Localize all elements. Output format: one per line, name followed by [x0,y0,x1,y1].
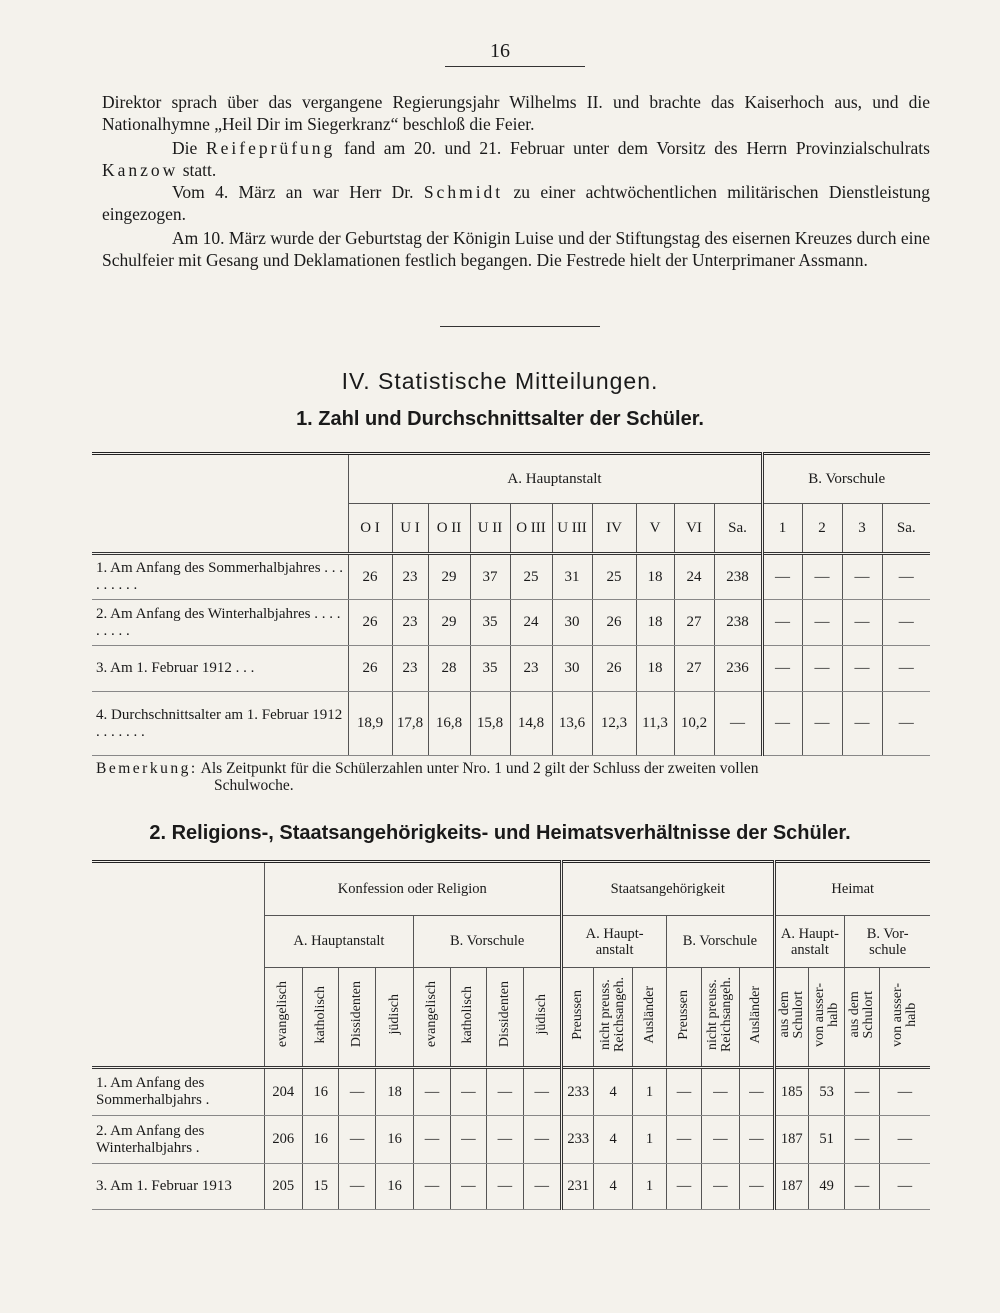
table-cell: 23 [392,646,428,692]
table-cell: 18 [636,646,674,692]
table-cell: 11,3 [636,692,674,756]
table-cell: — [414,1116,450,1164]
table1-col: IV [592,504,636,554]
table-cell: 16 [303,1068,339,1116]
table-cell: — [523,1116,561,1164]
table-cell: 18,9 [348,692,392,756]
table-cell: — [667,1116,701,1164]
table-cell: — [667,1068,701,1116]
table-cell: — [842,646,882,692]
table-cell: — [845,1068,879,1116]
table-cell: 30 [552,646,592,692]
table-cell: — [842,692,882,756]
table-cell: 187 [774,1116,808,1164]
table2-col [487,968,523,1068]
table2-col [523,968,561,1068]
table2-row-label: 2. Am Anfang des Winterhalbjahrs . [92,1116,264,1164]
table2-col [450,968,486,1068]
col-label: Preussen [675,989,691,1040]
table2-col [740,968,774,1068]
section-title: IV. Statistische Mitteilungen. [341,368,659,394]
table1-col: 1 [762,504,802,554]
table-cell: 1 [632,1116,666,1164]
table-cell: 27 [674,646,714,692]
table2-group-staat: Staatsangehörigkeit [562,862,775,916]
table-cell: — [701,1116,739,1164]
remark-line-2: Schulwoche. [214,777,294,794]
col-label: aus dem Schulort [847,990,877,1039]
table-cell: — [487,1116,523,1164]
table-row [92,600,930,646]
col-label: Dissidenten [496,981,512,1048]
table1-row-label: 2. Am Anfang des Winterhalbjahres . . . . . . . . . [92,600,348,646]
col-label: aus dem Schulort [776,990,806,1039]
table-cell: 238 [714,554,762,600]
table-cell: — [339,1068,375,1116]
table-cell: 14,8 [510,692,552,756]
col-label: evangelisch [424,981,439,1048]
table-cell: 23 [510,646,552,692]
table-cell: 35 [470,600,510,646]
table-row [92,646,930,692]
table-cell: — [714,692,762,756]
table-cell: — [882,692,930,756]
table-cell: — [845,1164,879,1210]
table-cell: 18 [636,554,674,600]
table-cell: 24 [510,600,552,646]
table2-col [845,968,879,1068]
table-cell: — [802,600,842,646]
table-cell: 231 [562,1164,594,1210]
table-cell: — [879,1164,930,1210]
table-cell: 17,8 [392,692,428,756]
table-age-statistics [92,452,930,756]
table-cell: 10,2 [674,692,714,756]
col-label: nicht preuss. Reichsangeh. [705,976,735,1053]
table1-title: 1. Zahl und Durchschnittsalter der Schüler. [296,408,704,430]
table-cell: — [487,1068,523,1116]
table2-group-konfession: Konfession oder Religion [264,862,561,916]
table-cell: — [842,600,882,646]
table2-sub-h-a: A. Haupt- anstalt [774,916,845,968]
table-cell: 16 [375,1116,413,1164]
paragraph-4 [102,228,930,271]
table-cell: 53 [808,1068,844,1116]
page-number: 16 [490,40,510,62]
paragraph-3-text [102,182,930,225]
table-cell: — [762,646,802,692]
paragraph-2-spaced2: Kanzow [102,159,179,180]
paragraph-4-text: Am 10. März wurde der Geburtstag der Königin Luise und der Stiftungstag des eisernen Kreuzes durch eine Schulfeier mit Gesang und Deklamationen festlich begangen. Die Festrede hielt der Unterprimaner Assmann. [102,228,930,270]
paragraph-2-pre: Die [172,138,206,158]
table2-col [562,968,594,1068]
table-cell: — [740,1164,774,1210]
paragraph-2-spaced: Reifeprüfung [205,138,336,158]
table-cell: — [701,1068,739,1116]
table-cell: — [339,1116,375,1164]
table-cell: 16 [375,1164,413,1210]
col-label: katholisch [460,985,476,1044]
table-cell: 1 [632,1164,666,1210]
col-label: Ausländer [641,985,657,1044]
table-cell: — [882,554,930,600]
paragraph-3-pre: Vom 4. März an war Herr Dr. [172,182,424,202]
table-cell: 24 [674,554,714,600]
table-row [92,1068,930,1116]
table1-row-label: 1. Am Anfang des Sommerhalbjahres . . . . . . . . . [92,554,348,600]
table-cell: — [523,1164,561,1210]
table-cell: 4 [594,1116,632,1164]
table-cell: — [845,1116,879,1164]
table-cell: — [762,554,802,600]
table-cell: — [667,1164,701,1210]
table-cell: 26 [348,554,392,600]
table-cell: — [740,1116,774,1164]
table2-col [375,968,413,1068]
table-cell: 26 [348,646,392,692]
table-cell: 206 [264,1116,302,1164]
table-cell: 35 [470,646,510,692]
table-cell: 15 [303,1164,339,1210]
table1-corner [92,454,348,554]
section-divider [440,326,600,327]
col-label: nicht preuss. Reichsangeh. [598,976,628,1053]
page-number-rule [445,66,585,67]
table-cell: 204 [264,1068,302,1116]
table-cell: 49 [808,1164,844,1210]
table-cell: 37 [470,554,510,600]
remark-key: Bemerkung: [96,760,198,777]
table2-corner [92,862,264,1068]
table2-title: 2. Religions-, Staatsangehörigkeits- und Heimatsverhältnisse der Schüler. [149,822,851,844]
paragraph-2-post: fand am 20. und 21. Februar unter dem Vorsitz des Herrn Provinzialschulrats [335,138,930,158]
table-cell: 29 [428,554,470,600]
table2-row-label: 1. Am Anfang des Sommerhalbjahrs . [92,1068,264,1116]
table2-col [879,968,930,1068]
table2-row-label: 3. Am 1. Februar 1913 [92,1164,264,1210]
table-cell: — [762,600,802,646]
table-cell: 4 [594,1164,632,1210]
table-cell: — [701,1164,739,1210]
table1-col: O I [348,504,392,554]
col-label: Dissidenten [349,981,365,1048]
table2-col [632,968,666,1068]
table2-col [303,968,339,1068]
table-cell: — [450,1164,486,1210]
paragraph-3-spaced: Schmidt [423,182,504,202]
col-label: jüdisch [386,994,402,1035]
table1-remark [96,760,930,794]
table1-col: O III [510,504,552,554]
col-label: evangelisch [275,981,291,1048]
col-label: jüdisch [533,994,549,1035]
table-row [92,1164,930,1210]
table-row [92,554,930,600]
table-cell: — [879,1116,930,1164]
table-cell: — [740,1068,774,1116]
paragraph-2 [102,138,930,181]
table-cell: 26 [348,600,392,646]
table-cell: 51 [808,1116,844,1164]
table-cell: 15,8 [470,692,510,756]
table-cell: — [802,554,842,600]
table1-row-label: 3. Am 1. Februar 1912 . . . [92,646,348,692]
table1-col: O II [428,504,470,554]
table2-sub-s-a: A. Haupt- anstalt [562,916,667,968]
table-cell: — [414,1068,450,1116]
table-cell: — [802,646,842,692]
col-label: Ausländer [748,985,764,1044]
table1-col: U III [552,504,592,554]
table1-col: U I [392,504,428,554]
table2-sub-h-b: B. Vor- schule [845,916,930,968]
table-cell: 13,6 [552,692,592,756]
table2-col [264,968,302,1068]
table1-col: VI [674,504,714,554]
table-cell: 185 [774,1068,808,1116]
table1-col: V [636,504,674,554]
table-cell: 28 [428,646,470,692]
table-cell: 12,3 [592,692,636,756]
table-cell: 16 [303,1116,339,1164]
table2-sub-k-b: B. Vorschule [414,916,562,968]
col-label: von ausser- halb [889,982,919,1047]
table2-col [339,968,375,1068]
table-cell: 25 [510,554,552,600]
col-label: Preussen [570,989,586,1040]
table-cell: 16,8 [428,692,470,756]
remark-line-1 [96,760,930,777]
table-cell: — [882,600,930,646]
table-cell: — [450,1068,486,1116]
table-row [92,692,930,756]
table-cell: 25 [592,554,636,600]
paragraph-2-text [102,138,930,181]
table-cell: 233 [562,1116,594,1164]
table-cell: 4 [594,1068,632,1116]
table-cell: 29 [428,600,470,646]
table-religion-citizenship [92,860,930,1210]
paragraph-1-text: Direktor sprach über das vergangene Regierungsjahr Wilhelms II. und brachte das Kaiserhoch aus, und die Nationalhymne „Heil Dir im Siegerkranz“ beschloß die Feier. [102,92,930,134]
table2-sub-s-b: B. Vorschule [667,916,774,968]
table-cell: 18 [636,600,674,646]
table-cell: 1 [632,1068,666,1116]
table1-col: Sa. [882,504,930,554]
table1-col: 2 [802,504,842,554]
table-cell: — [487,1164,523,1210]
table2-sub-k-a: A. Hauptanstalt [264,916,414,968]
paragraph-3 [102,182,930,225]
table-cell: 187 [774,1164,808,1210]
table-cell: 31 [552,554,592,600]
table-cell: — [450,1116,486,1164]
table-cell: — [879,1068,930,1116]
paragraph-1 [102,92,930,135]
table-cell: 26 [592,600,636,646]
table2-col [701,968,739,1068]
table-cell: 18 [375,1068,413,1116]
table2-col [667,968,701,1068]
table-row [92,1116,930,1164]
table2-col [774,968,808,1068]
col-label: katholisch [312,985,328,1044]
table1-col: U II [470,504,510,554]
remark-text: Als Zeitpunkt für die Schülerzahlen unter Nro. 1 und 2 gilt der Schluss der zweiten vollen [200,760,759,777]
table1-col: Sa. [714,504,762,554]
table-cell: 23 [392,600,428,646]
paragraph-3-post: zu einer achtwöchentlichen militärischen Dienstleistung eingezogen. [102,182,930,224]
table-cell: 26 [592,646,636,692]
table-cell: — [339,1164,375,1210]
table2-group-heimat: Heimat [774,862,930,916]
table-cell: 30 [552,600,592,646]
table-cell: — [523,1068,561,1116]
table-cell: — [802,692,842,756]
table-cell: 236 [714,646,762,692]
col-label: von ausser- halb [811,982,841,1047]
table-cell: 233 [562,1068,594,1116]
table-cell: — [414,1164,450,1210]
table1-group-a: A. Hauptanstalt [348,454,762,504]
table1-col: 3 [842,504,882,554]
table-cell: — [842,554,882,600]
table-cell: 23 [392,554,428,600]
table-cell: 238 [714,600,762,646]
table2-col [808,968,844,1068]
table2-col [414,968,450,1068]
paragraph-2-post2: statt. [178,159,217,180]
table-cell: — [882,646,930,692]
table2-col [594,968,632,1068]
table-cell: — [762,692,802,756]
table1-group-b: B. Vorschule [762,454,930,504]
table-cell: 27 [674,600,714,646]
table-cell: 205 [264,1164,302,1210]
table1-row-label: 4. Durchschnittsalter am 1. Februar 1912 . . . . . . . [92,692,348,756]
